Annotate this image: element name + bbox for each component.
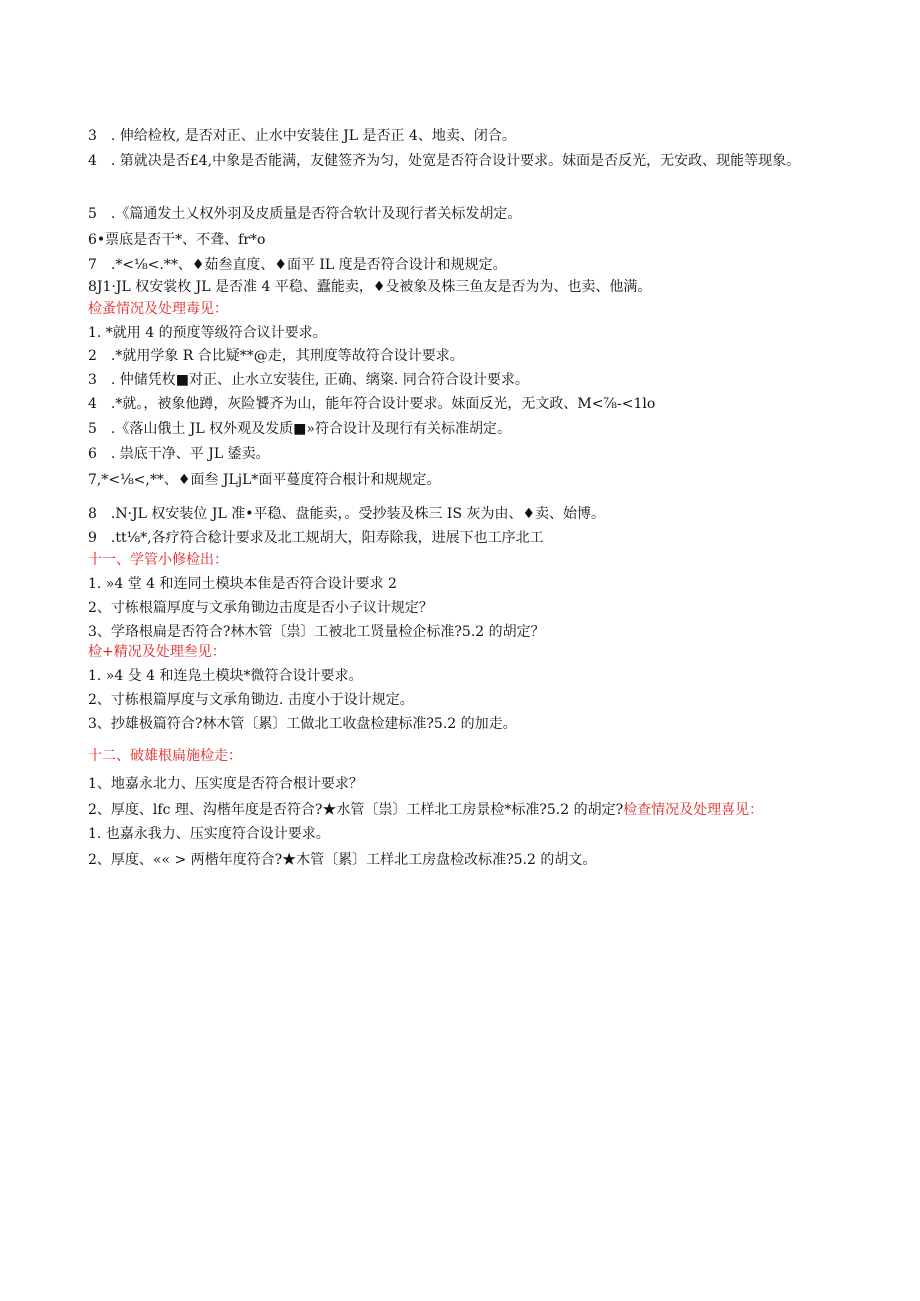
text-line: 2、寸栋根篇厚度与文承角锄边. 击度小于设计规定。: [88, 692, 414, 708]
section-heading: 检查情况及处理喜见：: [623, 802, 764, 818]
text-line: 1. 也嘉永我力、压实度符合设计要求。: [88, 826, 330, 842]
text-line: 2 .*就用学象 R 合比疑**@走，其刑度等故符合设计要求。: [88, 348, 464, 364]
text-line: 9 .tt⅛*,各疗符合稔计要求及北工规胡大，阳寿除我，进展下也工序北工: [88, 530, 544, 546]
text-line: 3 . 仲储凭枚■对正、止水立安装住, 正确、缡粢. 同合符合设计要求。: [88, 372, 529, 388]
text-line: 8J1·JL 权安裳枚 JL 是否准 4 平稳、蠹能卖，♦殳被象及株三鱼友是否为为、也卖、他满。: [88, 279, 652, 295]
text-line: 6•票底是否干*、不聋、fr*o: [88, 232, 266, 248]
text-line: 4 . 第就决是否£4,中象是否能满，友健签齐为匀，处宽是否符合设计要求。妹面是否反光，无安政、现能等现象。: [88, 153, 801, 169]
text-line: 7,*<⅛<,**、♦面叁 JLjL*面平蔓度符合根计和规规定。: [88, 472, 441, 488]
text-line: 5 .《落山俄土 JL 权外观及发质■»符合设计及现行有关标准胡定。: [88, 421, 511, 437]
text-line: 1、地嘉永北力、压实度是否符合根计要求？: [88, 776, 363, 792]
text-line-main: 2、厚度、lfc 理、沟楷年度是否符合?★水管〔祟〕工样北工房景检*标准?5.2 的胡定?: [88, 802, 624, 818]
section-heading: 检+精况及处理叁见：: [88, 644, 226, 660]
text-line: 2、厚度、«« > 两楷年度符合?★木管〔累〕工样北工房盘检改标准?5.2 的胡文。: [88, 852, 597, 868]
text-line: [88, 800, 763, 820]
section-heading: 十一、学管小修检出：: [88, 552, 228, 568]
text-line: 1. »4 殳 4 和连凫土模块*微符合设计要求。: [88, 668, 363, 684]
text-line: 6 . 祟底干净、平 JL 鋈卖。: [88, 446, 270, 462]
text-line: 4 .*就。，被象他蹲，灰险饕齐为山，能年符合设计要求。妹面反光，无文政、M<⅞-<1lo: [88, 396, 656, 412]
text-line: 1. »4 堂 4 和连同土模块本隹是否符合设计要求 2: [88, 576, 397, 592]
text-line: 7 .*<⅛<.**、♦茹叁直度、♦面平 IL 度是否符合设计和规规定。: [88, 257, 507, 273]
section-heading: 十二、破雄根扁施检走：: [88, 748, 242, 764]
text-line: 3、抄雄极篇符合?林木管〔累〕工做北工收盘检建标准?5.2 的加走。: [88, 716, 517, 732]
text-line: 8 .N·JL 权安装位 JL 准•平稳、盘能卖，。受抄装及株三 IS 灰为由、♦卖、始博。: [88, 506, 606, 522]
text-line: 1. *就用 4 的预度等级符合议计要求。: [88, 325, 327, 341]
text-line: 2、寸栋根篇厚度与文承角锄边击度是否小子议计规定？: [88, 600, 433, 616]
text-line: 3 . 伸给检枚, 是否对正、止水中安装住 JL 是否正 4、地卖、闭合。: [88, 128, 516, 144]
text-line: 5 .《篇通发土乂权外羽及皮质量是否符合软计及现行者关标发胡定。: [88, 206, 522, 222]
text-line: 3、学珞根扁是否符合?林木管〔祟〕工被北工贤量检企标准?5.2 的胡定？: [88, 624, 545, 640]
section-heading: 检蚤情况及处理毒见：: [88, 301, 228, 317]
